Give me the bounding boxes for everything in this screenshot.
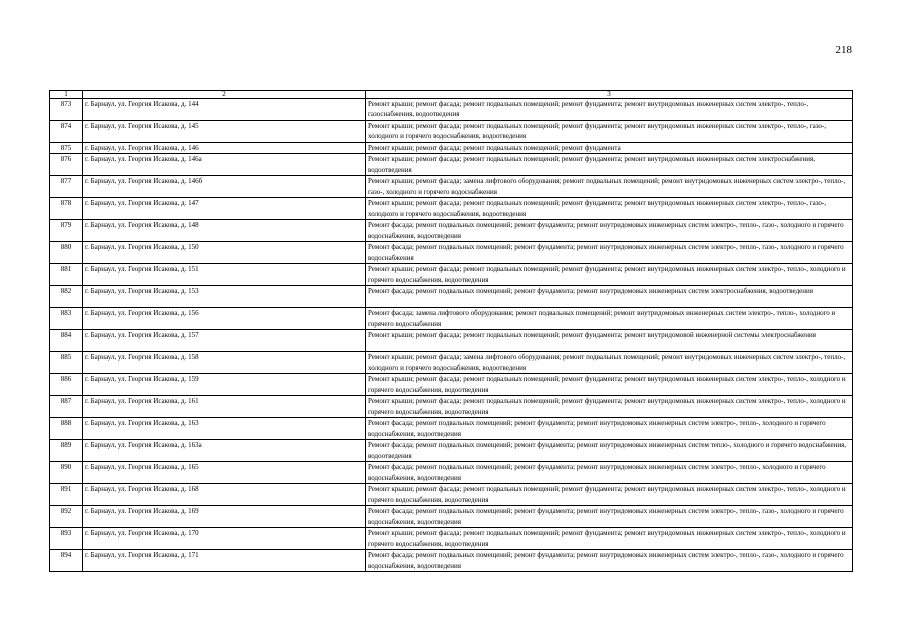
row-works: Ремонт крыши; ремонт фасада; ремонт подвальных помещений; ремонт фундамента; ремонт внутридомовых инженерных систем электро-, тепло-, холодного и горячего водоснабжения, водоотведения <box>366 374 853 396</box>
row-address: г. Барнаул, ул. Георгия Исакова, д. 170 <box>83 528 366 550</box>
row-address: г. Барнаул, ул. Георгия Исакова, д. 151 <box>83 264 366 286</box>
row-works: Ремонт крыши; ремонт фасада; ремонт подвальных помещений; ремонт фундамента; ремонт внутридомовых инженерных систем электро-, тепло-, газоснабжения, водоотведения <box>366 99 853 121</box>
table-row <box>50 220 853 242</box>
row-address: г. Барнаул, ул. Георгия Исакова, д. 146 <box>83 143 366 154</box>
row-works: Ремонт фасада; ремонт подвальных помещений; ремонт фундамента; ремонт внутридомовых инженерных систем электро-, тепло-, газо-, холодного и горячего водоснабжения, водоотведения <box>366 220 853 242</box>
table-row <box>50 198 853 220</box>
table-row <box>50 264 853 286</box>
row-number: 884 <box>50 330 83 352</box>
row-number: 882 <box>50 286 83 308</box>
row-address: г. Барнаул, ул. Георгия Исакова, д. 144 <box>83 99 366 121</box>
column-header-2: 2 <box>83 91 366 99</box>
row-works: Ремонт крыши; ремонт фасада; ремонт подвальных помещений; ремонт фундамента; ремонт внутридомовых инженерных систем электро-, тепло-, холодного и горячего водоснабжения, водоотведения <box>366 528 853 550</box>
table-header-row <box>50 91 853 99</box>
row-number: 894 <box>50 550 83 572</box>
row-number: 873 <box>50 99 83 121</box>
page-number: 218 <box>835 44 852 56</box>
table-row <box>50 242 853 264</box>
row-number: 874 <box>50 121 83 143</box>
row-address: г. Барнаул, ул. Георгия Исакова, д. 171 <box>83 550 366 572</box>
row-address: г. Барнаул, ул. Георгия Исакова, д. 165 <box>83 462 366 484</box>
row-works: Ремонт фасада; ремонт подвальных помещений; ремонт фундамента; ремонт внутридомовых инженерных систем электро-, тепло-, газо-, холодного и горячего водоснабжения, водоотведения <box>366 550 853 572</box>
row-address: г. Барнаул, ул. Георгия Исакова, д. 145 <box>83 121 366 143</box>
row-number: 879 <box>50 220 83 242</box>
row-number: 887 <box>50 396 83 418</box>
row-number: 892 <box>50 506 83 528</box>
table-row <box>50 506 853 528</box>
row-address: г. Барнаул, ул. Георгия Исакова, д. 159 <box>83 374 366 396</box>
row-address: г. Барнаул, ул. Георгия Исакова, д. 146б <box>83 176 366 198</box>
table-row <box>50 154 853 176</box>
row-address: г. Барнаул, ул. Георгия Исакова, д. 156 <box>83 308 366 330</box>
row-address: г. Барнаул, ул. Георгия Исакова, д. 153 <box>83 286 366 308</box>
row-works: Ремонт фасада; ремонт подвальных помещений; ремонт фундамента; ремонт внутридомовых инженерных систем электро-, тепло-, холодного и горячего водоснабжения, водоотведения <box>366 418 853 440</box>
table-row <box>50 418 853 440</box>
row-works: Ремонт крыши; ремонт фасада; ремонт подвальных помещений; ремонт фундамента; ремонт внутридомовых инженерных систем электро-, тепло-, холодного и горячего водоснабжения, водоотведения <box>366 264 853 286</box>
row-address: г. Барнаул, ул. Георгия Исакова, д. 168 <box>83 484 366 506</box>
table-row <box>50 286 853 308</box>
row-works: Ремонт фасада; замена лифтового оборудования; ремонт подвальных помещений; ремонт внутридомовых инженерных систем электро-, тепло-, холодного и горячего водоснабжения <box>366 308 853 330</box>
table-row <box>50 176 853 198</box>
column-header-3: 3 <box>366 91 853 99</box>
row-address: г. Барнаул, ул. Георгия Исакова, д. 163 <box>83 418 366 440</box>
table-row <box>50 330 853 352</box>
row-number: 877 <box>50 176 83 198</box>
table-row <box>50 374 853 396</box>
row-works: Ремонт фасада; ремонт подвальных помещений; ремонт фундамента; ремонт внутридомовых инженерных систем электро-, тепло-, газо-, холодного и горячего водоснабжения, водоотведения <box>366 506 853 528</box>
row-number: 883 <box>50 308 83 330</box>
row-address: г. Барнаул, ул. Георгия Исакова, д. 147 <box>83 198 366 220</box>
row-address: г. Барнаул, ул. Георгия Исакова, д. 148 <box>83 220 366 242</box>
table-row <box>50 484 853 506</box>
row-works: Ремонт крыши; ремонт фасада; ремонт подвальных помещений; ремонт фундамента; ремонт внутридомовых инженерных систем электро-, тепло-, газо-, холодного и горячего водоснабжения, водоотведения <box>366 198 853 220</box>
row-address: г. Барнаул, ул. Георгия Исакова, д. 161 <box>83 396 366 418</box>
row-works: Ремонт крыши; ремонт фасада; ремонт подвальных помещений; ремонт фундамента <box>366 143 853 154</box>
row-number: 875 <box>50 143 83 154</box>
row-works: Ремонт крыши; ремонт фасада; ремонт подвальных помещений; ремонт фундамента; ремонт внутридомовых инженерных систем электроснабжения, водоотведения <box>366 154 853 176</box>
row-works: Ремонт крыши; ремонт фасада; ремонт подвальных помещений; ремонт фундамента; ремонт внутридомовых инженерных систем электро-, тепло-, холодного и горячего водоснабжения, водоотведения <box>366 484 853 506</box>
row-number: 881 <box>50 264 83 286</box>
row-works: Ремонт фасада; ремонт подвальных помещений; ремонт фундамента; ремонт внутридомовых инженерных систем электро-, тепло-, холодного и горячего водоснабжения, водоотведения <box>366 462 853 484</box>
row-works: Ремонт фасада; ремонт подвальных помещений; ремонт фундамента; ремонт внутридомовых инженерных систем электро-, тепло-, газо-, холодного и горячего водоснабжения <box>366 242 853 264</box>
row-works: Ремонт крыши; ремонт фасада; замена лифтового оборудования; ремонт подвальных помещений; ремонт внутридомовых инженерных систем электро-, тепло-, газо-, холодного и горячего водоснабжения <box>366 176 853 198</box>
table-row <box>50 550 853 572</box>
row-number: 893 <box>50 528 83 550</box>
row-number: 890 <box>50 462 83 484</box>
row-number: 878 <box>50 198 83 220</box>
row-address: г. Барнаул, ул. Георгия Исакова, д. 158 <box>83 352 366 374</box>
row-works: Ремонт крыши; ремонт фасада; ремонт подвальных помещений; ремонт фундамента; ремонт внутридомовых инженерных систем электро-, тепло-, газо-, холодного и горячего водоснабжения, водоотведения <box>366 121 853 143</box>
row-address: г. Барнаул, ул. Георгия Исакова, д. 150 <box>83 242 366 264</box>
column-header-1: 1 <box>50 91 83 99</box>
row-number: 891 <box>50 484 83 506</box>
table-row <box>50 308 853 330</box>
row-address: г. Барнаул, ул. Георгия Исакова, д. 163а <box>83 440 366 462</box>
row-works: Ремонт крыши; ремонт фасада; ремонт подвальных помещений; ремонт фундамента; ремонт внутридомовой инженерной системы электроснабжения <box>366 330 853 352</box>
table-row <box>50 143 853 154</box>
row-works: Ремонт крыши; ремонт фасада; замена лифтового оборудования; ремонт подвальных помещений; ремонт внутридомовых инженерных систем электро-, тепло-, холодного и горячего водоснабжения, водоотведения <box>366 352 853 374</box>
row-address: г. Барнаул, ул. Георгия Исакова, д. 169 <box>83 506 366 528</box>
row-number: 886 <box>50 374 83 396</box>
row-number: 889 <box>50 440 83 462</box>
table-row <box>50 440 853 462</box>
row-works: Ремонт фасада; ремонт подвальных помещений; ремонт фундамента; ремонт внутридомовых инженерных систем электроснабжения, водоотведения <box>366 286 853 308</box>
table-row <box>50 352 853 374</box>
table-row <box>50 462 853 484</box>
row-number: 880 <box>50 242 83 264</box>
row-works: Ремонт крыши; ремонт фасада; ремонт подвальных помещений; ремонт фундамента; ремонт внутридомовых инженерных систем электро-, тепло-, холодного и горячего водоснабжения, водоотведения <box>366 396 853 418</box>
row-number: 876 <box>50 154 83 176</box>
row-number: 888 <box>50 418 83 440</box>
table-row <box>50 528 853 550</box>
table-row <box>50 396 853 418</box>
row-address: г. Барнаул, ул. Георгия Исакова, д. 157 <box>83 330 366 352</box>
table-row <box>50 121 853 143</box>
row-works: Ремонт фасада; ремонт подвальных помещений; ремонт фундамента; ремонт внутридомовых инженерных систем тепло-, холодного и горячего водоснабжения, водоотведения <box>366 440 853 462</box>
row-address: г. Барнаул, ул. Георгия Исакова, д. 146а <box>83 154 366 176</box>
table-row <box>50 99 853 121</box>
buildings-table <box>49 90 853 572</box>
row-number: 885 <box>50 352 83 374</box>
